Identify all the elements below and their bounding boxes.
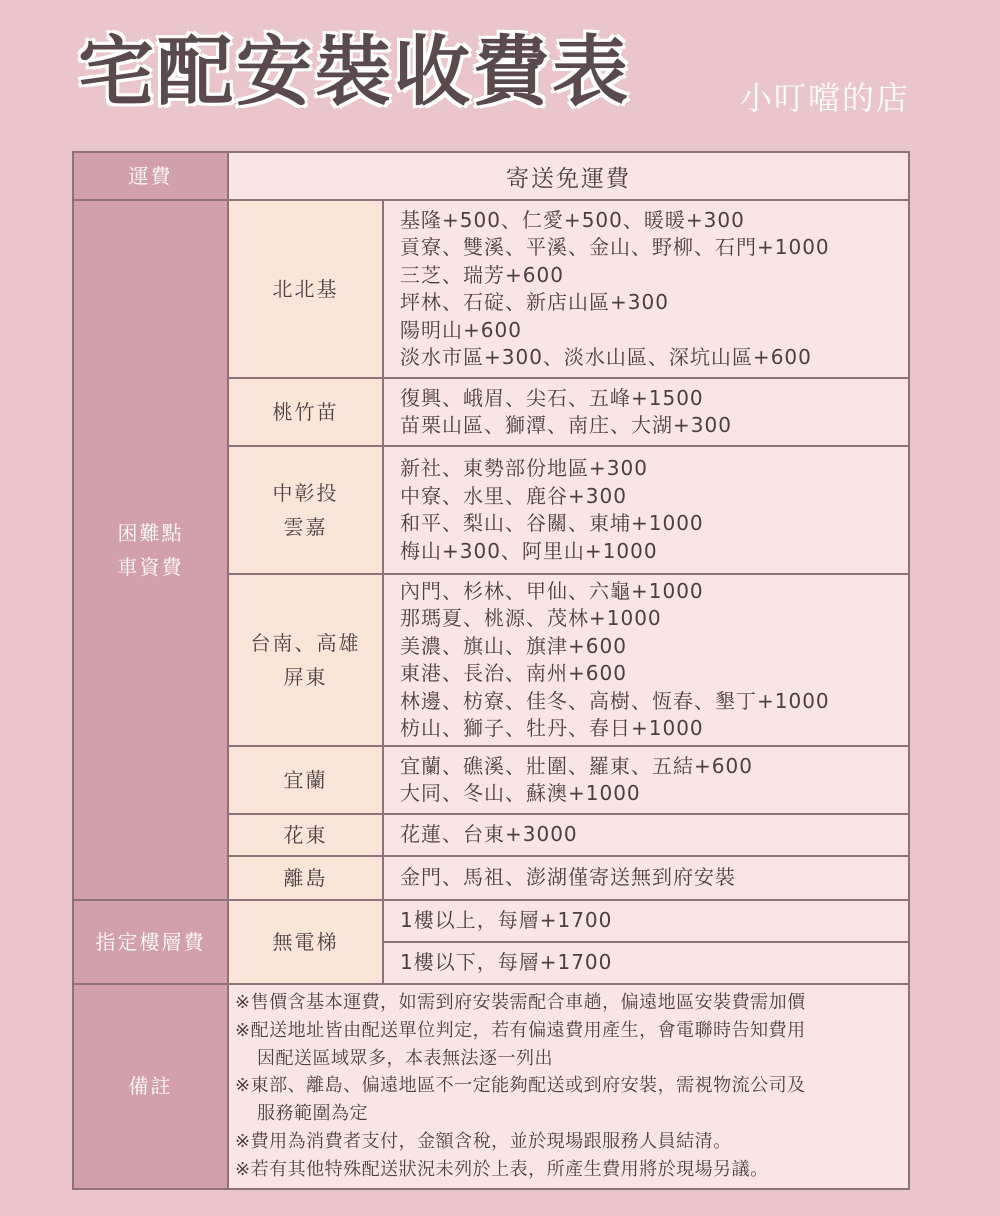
shipping-row	[73, 152, 909, 200]
region-details: 宜蘭、礁溪、壯圍、羅東、五結+600 大同、冬山、蘇澳+1000	[383, 746, 909, 814]
floor-row-above	[73, 900, 909, 942]
region-name: 宜蘭	[228, 746, 383, 814]
region-details: 金門、馬祖、澎湖僅寄送無到府安裝	[383, 856, 909, 900]
region-details: 新社、東勢部份地區+300 中寮、水里、鹿谷+300 和平、梨山、谷關、東埔+1000 梅山+300、阿里山+1000	[383, 446, 909, 574]
region-name: 桃竹苗	[228, 378, 383, 446]
remarks-row	[73, 984, 909, 1189]
floor-below-fee: 1樓以下，每層+1700	[383, 942, 909, 984]
fee-table	[72, 151, 910, 1190]
shipping-value: 寄送免運費	[228, 152, 909, 200]
region-name: 北北基	[228, 200, 383, 378]
floor-fee-label: 指定樓層費	[73, 900, 228, 984]
region-details: 復興、峨眉、尖石、五峰+1500 苗栗山區、獅潭、南庄、大湖+300	[383, 378, 909, 446]
shipping-label: 運費	[73, 152, 228, 200]
difficult-fee-label: 困難點 車資費	[73, 200, 228, 900]
region-name: 台南、高雄 屏東	[228, 574, 383, 746]
region-details: 基隆+500、仁愛+500、暖暖+300 貢寮、雙溪、平溪、金山、野柳、石門+1000 三芝、瑞芳+600 坪林、石碇、新店山區+300 陽明山+600 淡水市區+300、淡水山區、深坑山區+600	[383, 200, 909, 378]
region-name: 離島	[228, 856, 383, 900]
shop-name: 小叮噹的店	[740, 79, 911, 117]
page-title: 宅配安裝收費表	[78, 27, 631, 116]
region-row	[73, 200, 909, 378]
remarks-text: ※售價含基本運費，如需到府安裝需配合車趟，偏遠地區安裝費需加價 ※配送地址皆由配送單位判定，若有偏遠費用產生，會電聯時告知費用 因配送區域眾多，本表無法逐一列出 ※東部、離島、偏遠地區不一定能夠配送或到府安裝，需視物流公司及 服務範圍為定 ※費用為消費者支付，金額含稅，並於現場跟服務人員結清。 ※若有其他特殊配送狀況未列於上表，所產生費用將於現場另議。	[228, 984, 909, 1189]
remarks-label: 備註	[73, 984, 228, 1189]
floor-above-fee: 1樓以上，每層+1700	[383, 900, 909, 942]
region-name: 中彰投 雲嘉	[228, 446, 383, 574]
region-details: 花蓮、台東+3000	[383, 814, 909, 856]
region-details: 內門、杉林、甲仙、六龜+1000 那瑪夏、桃源、茂林+1000 美濃、旗山、旗津+600 東港、長治、南州+600 林邊、枋寮、佳冬、高樹、恆春、墾丁+1000 枋山、獅子、牡丹、春日+1000	[383, 574, 909, 746]
region-name: 花東	[228, 814, 383, 856]
floor-type: 無電梯	[228, 900, 383, 984]
